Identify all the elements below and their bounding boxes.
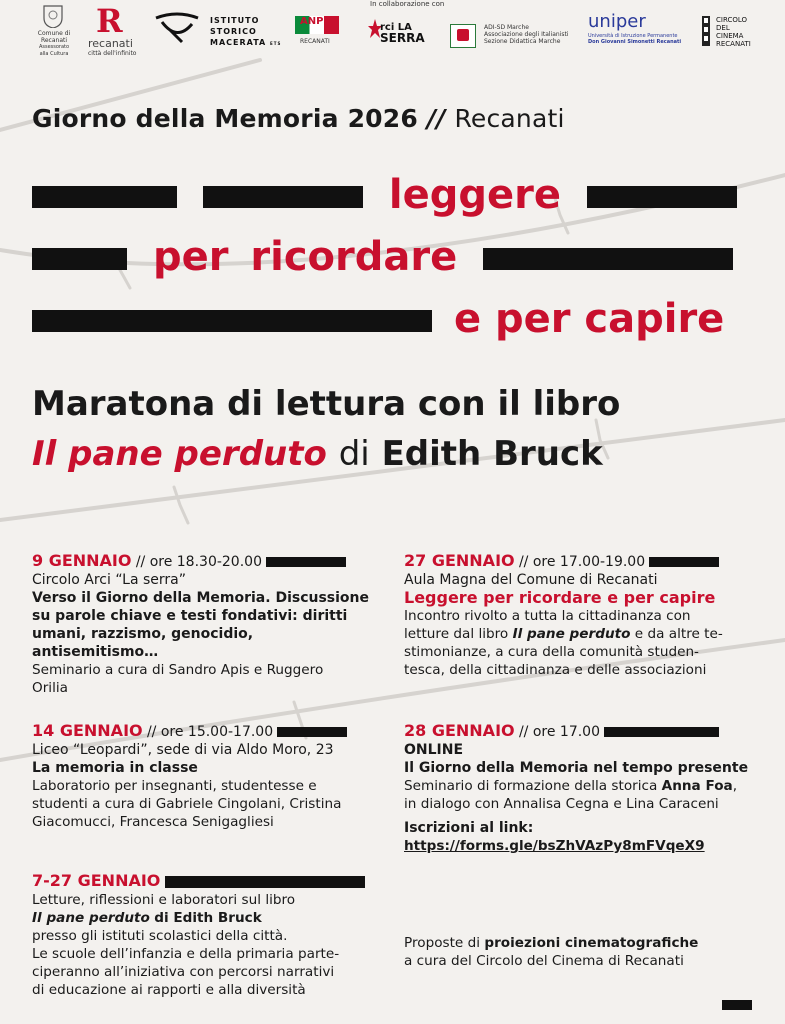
adi-label: ADI-SD Marche Associazione degli Italianisti Sezione Didattica Marche <box>484 24 569 45</box>
redaction-bar <box>32 310 432 332</box>
slogan-line-1: leggere <box>32 172 737 218</box>
event-7-27-gennaio: 7-27 GENNAIO Letture, riflessioni e laboratori sul libro Il pane perduto di Edith Bruck presso gli istituti scolastici della città. Le scuole dell’infanzia e della primaria parte- ciperanno all’iniziativa con percorsi narrativi di educazione ai rapporti e alla diversità <box>32 872 382 999</box>
circolo-cinema-icon <box>700 14 712 48</box>
marathon-heading: Maratona di lettura con il libro <box>32 384 621 424</box>
marathon-book-line: Il pane perduto di Edith Bruck <box>32 434 603 474</box>
redaction-bar <box>266 557 346 567</box>
recanati-label: recanati città dell'infinito <box>88 37 137 57</box>
page-title: Giorno della Memoria 2026 // Recanati <box>32 104 565 133</box>
arci-label: rci LA SERRA <box>380 22 425 45</box>
logo-bar <box>0 0 785 62</box>
redaction-bar <box>277 727 347 737</box>
redaction-bar <box>722 1000 752 1010</box>
signup-label: Iscrizioni al link: <box>404 820 534 836</box>
istituto-storico-label: ISTITUTO STORICO MACERATA ETS <box>210 16 282 47</box>
svg-text:R: R <box>96 4 123 36</box>
comune-crest-icon <box>42 4 64 28</box>
collab-label: In collaborazione con <box>370 0 445 8</box>
redaction-bar <box>32 248 127 270</box>
circolo-label: CIRCOLO DEL CINEMA RECANATI <box>716 16 751 48</box>
adi-logo-icon <box>450 24 476 48</box>
anpi-sub-label: RECANATI <box>300 38 330 45</box>
slogan-line-2: per ricordare <box>32 234 733 280</box>
event-14-gennaio: 14 GENNAIO // ore 15.00-17.00 Liceo “Leopardi”, sede di via Aldo Moro, 23 La memoria in classe Laboratorio per insegnanti, studentesse e studenti a cura di Gabriele Cingolani, Cristina Giacomucci, Francesca Senigagliesi <box>32 722 382 831</box>
redaction-bar <box>32 186 177 208</box>
uniper-label: uniper <box>588 11 646 32</box>
uniper-sub-label: Università di Istruzione Permanente Don Giovanni Simonetti Recanati <box>588 33 682 45</box>
istituto-storico-icon <box>152 12 202 46</box>
comune-label: Comune di Recanati Assessorato alla Cultura <box>37 30 71 57</box>
redaction-bar <box>165 876 365 888</box>
slogan-line-3: e per capire <box>32 296 724 342</box>
redaction-bar <box>483 248 733 270</box>
recanati-logo-icon <box>92 4 128 36</box>
signup-link[interactable]: https://forms.gle/bsZhVAzPy8mFVqeX9 <box>404 838 705 854</box>
redaction-bar <box>604 727 719 737</box>
anpi-label: ANPI <box>300 16 328 27</box>
event-proiezioni: Proposte di proiezioni cinematografiche a cura del Circolo del Cinema di Recanati <box>404 935 699 969</box>
redaction-bar <box>587 186 737 208</box>
redaction-bar <box>649 557 719 567</box>
redaction-bar <box>203 186 363 208</box>
event-27-gennaio: 27 GENNAIO // ore 17.00-19.00 Aula Magna del Comune di Recanati Leggere per ricordare e per capire Incontro rivolto a tutta la cittadinanza con letture dal libro Il pane perduto e da altre te- stimonianze, a cura della comunità studen- tesca, della cittadinanza e delle associazioni <box>404 551 723 678</box>
event-9-gennaio: 9 GENNAIO // ore 18.30-20.00 Circolo Arci “La serra” Verso il Giorno della Memoria. Discussione su parole chiave e testi fondativi: diritti umani, razzismo, genocidio, antisemitismo… Seminario a cura di Sandro Apis e Ruggero Orilia <box>32 551 370 696</box>
event-28-gennaio: 28 GENNAIO // ore 17.00 ONLINE Il Giorno della Memoria nel tempo presente Seminario di formazione della storica Anna Foa, in dialogo con Annalisa Cegna e Lina Caraceni Iscrizioni al link: https://forms.gle/bsZhVAzPy8mFVqeX9 <box>404 722 764 855</box>
